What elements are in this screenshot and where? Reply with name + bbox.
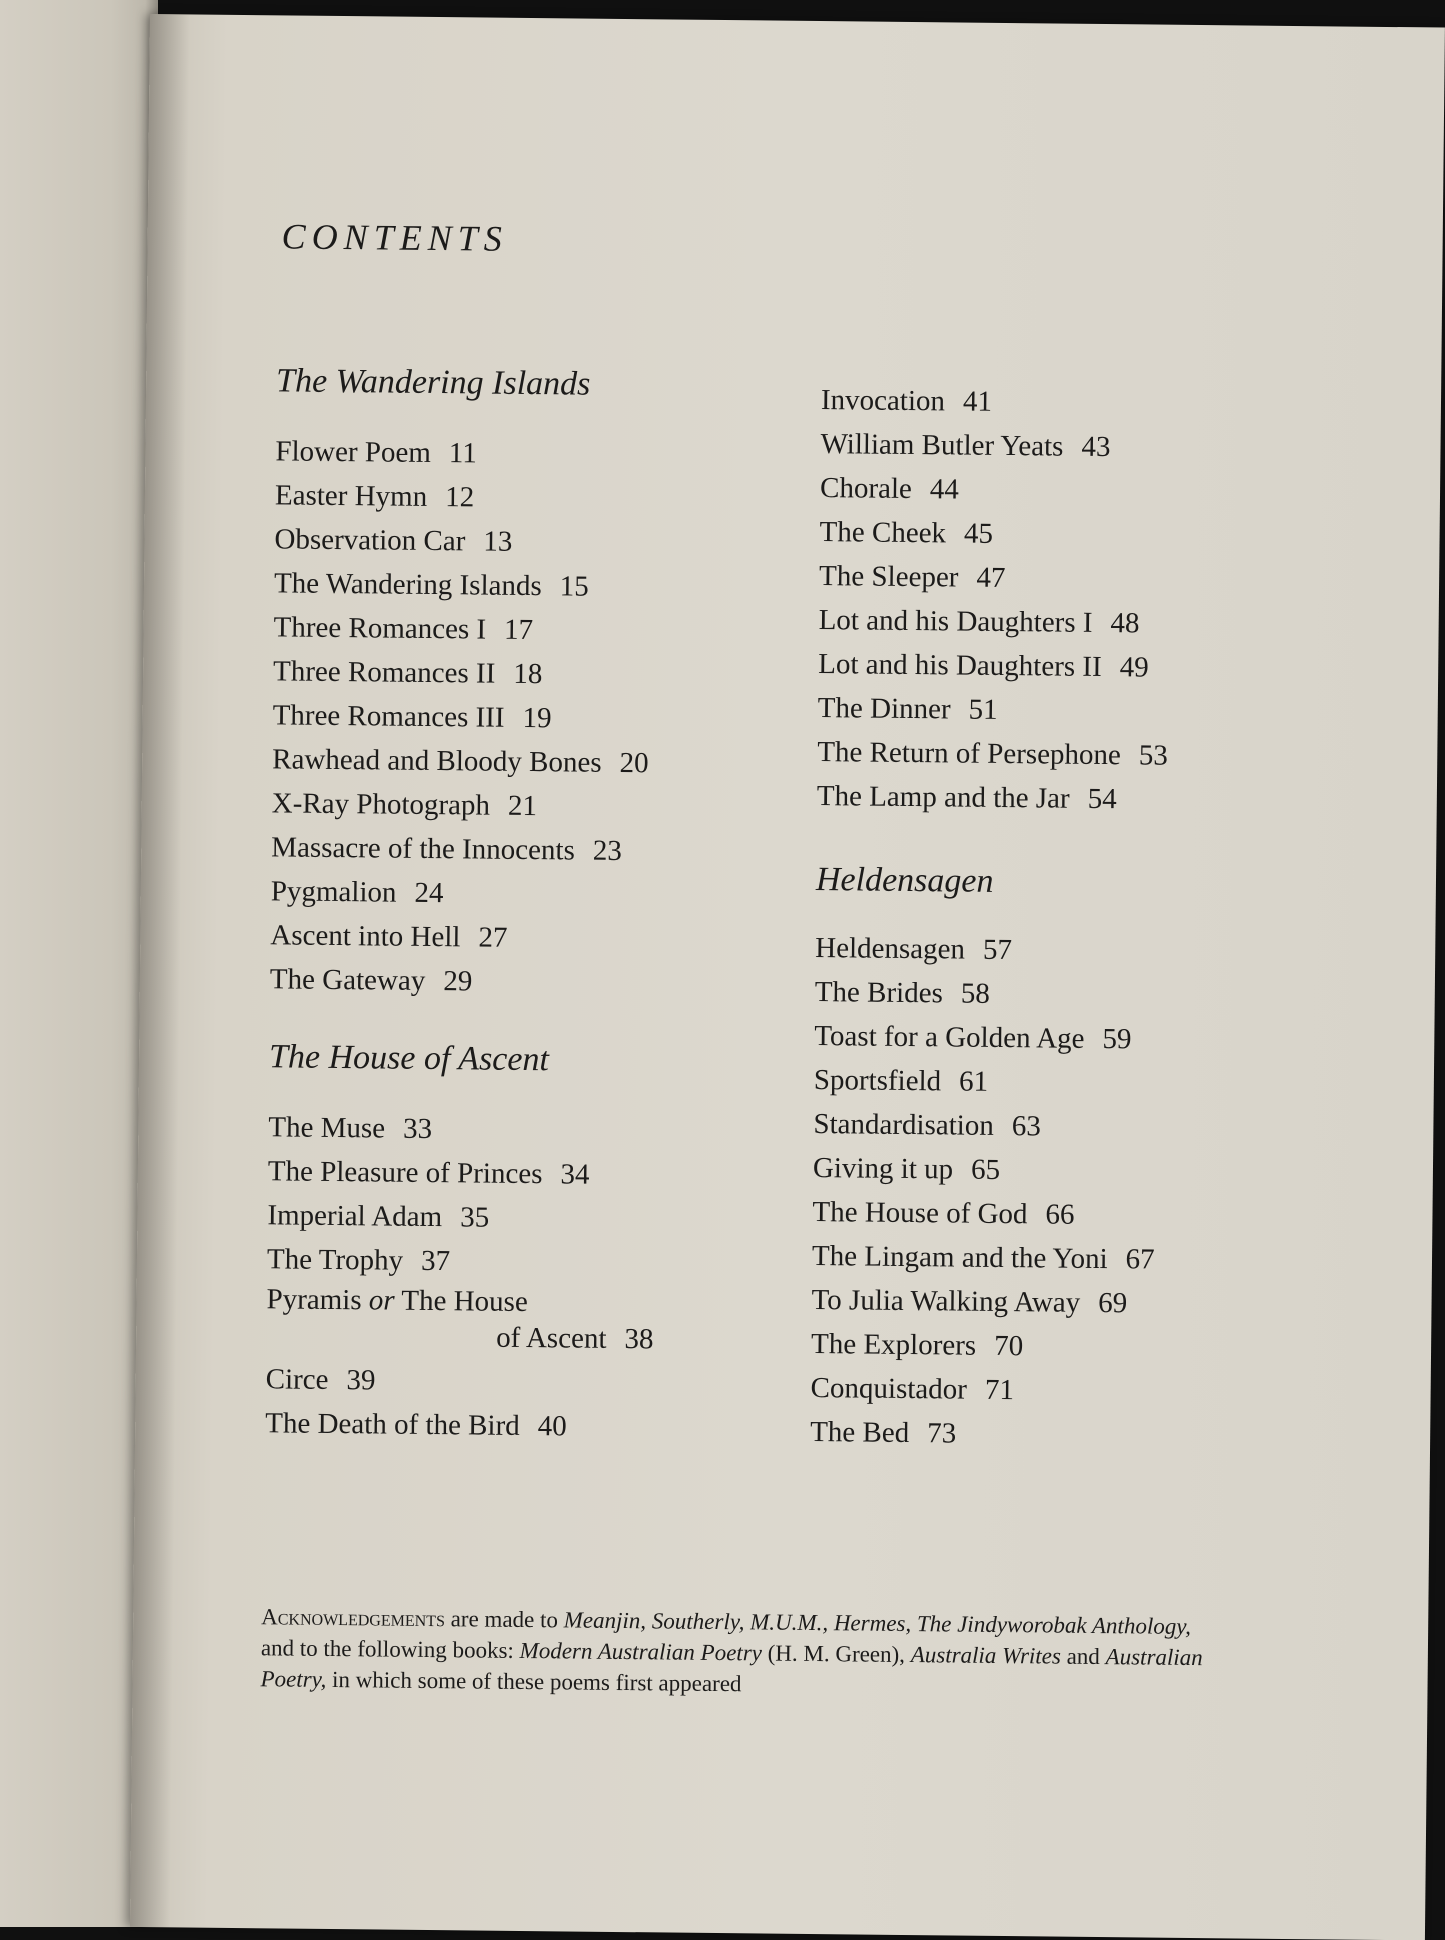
toc-entry: [270, 913, 740, 962]
entry-title: Ascent into Hell: [270, 919, 461, 954]
ack-label: Acknowledgements: [261, 1604, 446, 1632]
entry-title-part: The House: [394, 1284, 528, 1319]
entry-title: Imperial Adam: [267, 1199, 443, 1234]
toc-entry: [272, 693, 742, 742]
entry-title: Massacre of the Innocents: [271, 831, 576, 867]
entry-page: 12: [445, 481, 475, 514]
entry-title: Flower Poem: [275, 435, 432, 469]
section-title: The House of Ascent: [268, 1038, 550, 1079]
entry-page: 44: [929, 473, 960, 506]
toc-entry: [821, 378, 1291, 427]
toc-entry: [817, 730, 1287, 779]
ack-publication: Meanjin, Southerly, M.U.M., Hermes, The Jindyworobak Anthology,: [563, 1607, 1192, 1639]
entry-page: 18: [513, 657, 543, 691]
entry-title: Three Romances II: [272, 655, 496, 690]
entry-title: The Dinner: [817, 692, 951, 726]
entry-page: 49: [1119, 651, 1149, 684]
entry-page: 66: [1045, 1198, 1075, 1231]
entry-title: The House of God: [812, 1196, 1028, 1231]
entry-page: 43: [1081, 430, 1111, 464]
entry-title: Circe: [265, 1363, 329, 1396]
entry-title: Lot and his Daughters II: [818, 648, 1102, 684]
entry-title: The Return of Persephone: [817, 736, 1122, 772]
toc-entry: [265, 1357, 735, 1406]
entry-page: 63: [1011, 1110, 1041, 1143]
entry-title: Chorale: [819, 472, 913, 506]
ack-text: and to the following books:: [260, 1635, 520, 1663]
entry-page: 29: [443, 965, 473, 998]
entry-title: Conquistador: [810, 1371, 968, 1406]
entry-page: 73: [927, 1417, 957, 1450]
entry-page: 41: [962, 385, 993, 418]
toc-entry: [812, 1190, 1282, 1239]
ack-text: (H. M. Green),: [761, 1640, 911, 1668]
toc-entry: [818, 686, 1288, 735]
entry-title: The Sleeper: [818, 560, 959, 594]
ack-publication: Australian Poetry,: [260, 1644, 1203, 1692]
entry-title-continuation: [266, 1317, 736, 1358]
entry-page: 38: [624, 1323, 654, 1356]
entry-page: 39: [346, 1364, 376, 1397]
toc-list: [810, 926, 1286, 1459]
toc-entry: [267, 1237, 737, 1286]
page-heading: CONTENTS: [281, 216, 508, 259]
entry-title: The Lingam and the Yoni: [811, 1240, 1108, 1276]
entry-page: 57: [982, 933, 1013, 967]
entry-title: Giving it up: [812, 1152, 954, 1186]
entry-title: The Explorers: [810, 1327, 977, 1362]
entry-title: Observation Car: [274, 523, 466, 558]
toc-entry: [819, 510, 1289, 559]
entry-title: Pygmalion: [270, 875, 397, 909]
toc-entry: [266, 1281, 737, 1358]
toc-entry: [811, 1278, 1281, 1327]
toc-entry: [815, 970, 1285, 1019]
entry-title: The Muse: [268, 1111, 386, 1145]
entry-title: Easter Hymn: [274, 479, 428, 513]
entry-title: Heldensagen: [815, 932, 966, 966]
entry-title-or: or: [368, 1284, 395, 1317]
toc-entry: [265, 1401, 735, 1450]
entry-title-part: Pyramis: [266, 1283, 370, 1317]
toc-entry: [273, 605, 743, 654]
entry-page: 33: [402, 1112, 433, 1146]
toc-entry: [268, 1105, 738, 1154]
entry-page: 15: [559, 570, 589, 603]
entry-title: X-Ray Photograph: [271, 787, 491, 822]
toc-entry: [275, 473, 745, 522]
entry-page: 61: [958, 1065, 989, 1098]
toc-entry: [273, 649, 743, 698]
entry-title: The Cheek: [819, 516, 947, 550]
entry-title: The Gateway: [269, 963, 426, 997]
entry-page: 67: [1125, 1243, 1155, 1276]
entry-title: Standardisation: [813, 1108, 994, 1142]
entry-page: 35: [460, 1201, 490, 1234]
toc-entry: [814, 1014, 1284, 1063]
entry-page: 47: [976, 561, 1006, 594]
entry-title: Rawhead and Bloody Bones: [272, 743, 602, 779]
entry-page: 53: [1138, 739, 1169, 772]
entry-page: 48: [1110, 607, 1140, 640]
toc-entry: [272, 781, 742, 830]
acknowledgements: [260, 1601, 1221, 1704]
entry-title: To Julia Walking Away: [811, 1283, 1081, 1319]
toc-entry: [811, 1322, 1281, 1371]
toc-list: [270, 429, 746, 1006]
toc-entry: [274, 517, 744, 566]
ack-publication: Australia Writes: [910, 1642, 1062, 1669]
ack-text: in which some of these poems first appeared: [326, 1666, 742, 1697]
entry-page: 34: [560, 1158, 590, 1191]
ack-publication: Modern Australian Poetry: [519, 1637, 763, 1666]
toc-entry: [820, 422, 1290, 471]
toc-entry: [818, 642, 1288, 691]
toc-entry: [275, 429, 745, 478]
toc-entry: [272, 737, 742, 786]
toc-entry: [813, 1146, 1283, 1195]
entry-page: 17: [503, 613, 534, 647]
entry-title: The Trophy: [266, 1243, 404, 1277]
entry-title: Invocation: [820, 384, 946, 418]
toc-entry: [815, 926, 1285, 975]
toc-entry: [271, 869, 741, 918]
entry-page: 37: [420, 1244, 451, 1278]
entry-title: Sportsfield: [813, 1064, 942, 1098]
toc-column-right: [810, 378, 1291, 1459]
section-title: The Wandering Islands: [275, 362, 591, 403]
toc-entry: [812, 1234, 1282, 1283]
entry-page: 40: [537, 1410, 567, 1443]
toc-list: [265, 1105, 739, 1450]
entry-page: 58: [960, 977, 991, 1010]
toc-entry: [268, 1149, 738, 1198]
entry-page: 71: [984, 1373, 1015, 1407]
entry-page: 70: [994, 1329, 1024, 1363]
toc-entry: [814, 1058, 1284, 1107]
toc-entry: [813, 1102, 1283, 1151]
entry-page: 59: [1102, 1023, 1132, 1056]
toc-entry: [818, 598, 1288, 647]
entry-page: 24: [414, 876, 444, 910]
toc-entry: [820, 466, 1290, 515]
entry-title: The Bed: [810, 1415, 910, 1450]
entry-title: Three Romances III: [272, 699, 505, 734]
entry-title: Three Romances I: [273, 611, 487, 646]
section-title: Heldensagen: [815, 861, 994, 900]
toc-entry: [810, 1366, 1280, 1415]
entry-title: Lot and his Daughters I: [818, 604, 1093, 639]
entry-title: The Lamp and the Jar: [816, 780, 1070, 815]
toc-entry: [267, 1193, 737, 1242]
entry-title: Toast for a Golden Age: [814, 1020, 1085, 1055]
entry-page: 27: [478, 921, 508, 954]
entry-title: The Brides: [814, 976, 944, 1010]
toc-list: [817, 378, 1292, 823]
entry-title: The Death of the Bird: [265, 1407, 520, 1442]
entry-page: 23: [592, 834, 623, 867]
entry-title: The Pleasure of Princes: [267, 1155, 543, 1191]
toc-entry: [271, 825, 741, 874]
entry-page: 54: [1087, 782, 1117, 816]
toc-entry: [270, 957, 740, 1006]
ack-text: and: [1060, 1643, 1106, 1670]
entry-page: 45: [963, 517, 994, 550]
ack-text: are made to: [444, 1606, 564, 1633]
toc-entry: [274, 561, 744, 610]
toc-entry: [819, 554, 1289, 603]
entry-page: 65: [970, 1153, 1001, 1186]
entry-page: 11: [448, 437, 477, 470]
entry-page: 13: [483, 525, 513, 558]
contents-page: [130, 14, 1445, 1940]
entry-page: 20: [619, 746, 649, 780]
toc-column-left: [265, 359, 746, 1450]
entry-title-part: of Ascent: [495, 1321, 607, 1355]
entry-title: William Butler Yeats: [820, 428, 1064, 463]
entry-page: 19: [522, 701, 552, 735]
entry-title: The Wandering Islands: [273, 567, 542, 603]
toc-entry: [810, 1410, 1280, 1459]
entry-page: 51: [968, 693, 998, 726]
toc-entry: [817, 774, 1287, 823]
entry-page: 69: [1098, 1287, 1128, 1320]
entry-page: 21: [507, 789, 538, 823]
